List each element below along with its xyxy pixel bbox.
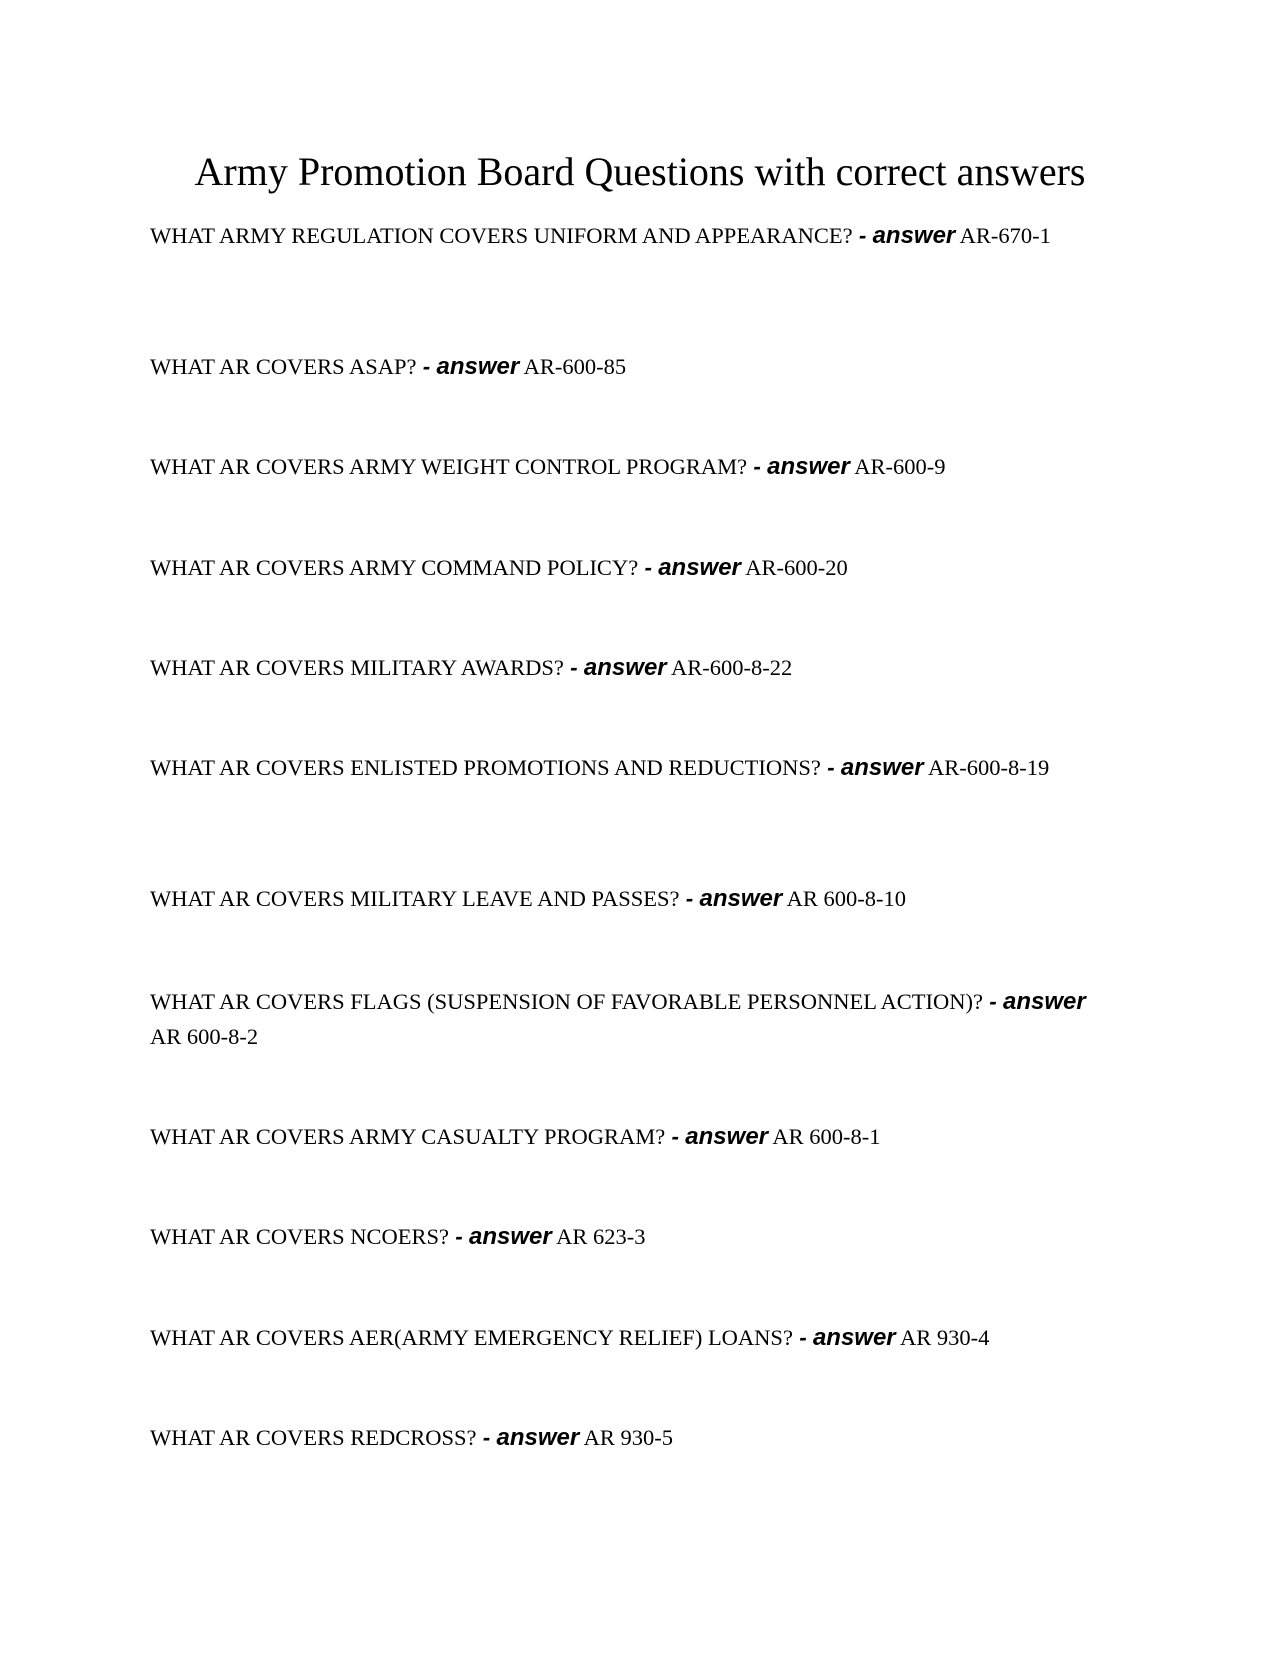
answer-text: AR 623-3 bbox=[556, 1224, 646, 1249]
question-text: WHAT AR COVERS MILITARY LEAVE AND PASSES? bbox=[150, 886, 680, 911]
question-text: WHAT AR COVERS REDCROSS? bbox=[150, 1425, 477, 1450]
answer-text: AR 600-8-2 bbox=[150, 1024, 259, 1049]
answer-text: AR 600-8-10 bbox=[786, 886, 907, 911]
qa-item bbox=[150, 351, 1112, 383]
answer-text: AR-600-85 bbox=[523, 354, 627, 379]
qa-item bbox=[150, 883, 1112, 915]
answer-separator: - bbox=[563, 655, 584, 680]
answer-separator: - bbox=[416, 354, 437, 379]
answer-label: answer bbox=[767, 453, 850, 480]
answer-text: AR 930-4 bbox=[900, 1325, 990, 1350]
answer-label: answer bbox=[658, 554, 741, 581]
answer-text: AR-670-1 bbox=[959, 223, 1051, 248]
question-text: WHAT AR COVERS MILITARY AWARDS? bbox=[150, 655, 564, 680]
qa-item bbox=[150, 1221, 1112, 1253]
qa-item bbox=[150, 1322, 1112, 1354]
answer-text: AR-600-9 bbox=[854, 454, 946, 479]
answer-label: answer bbox=[840, 754, 924, 781]
answer-text: AR-600-8-22 bbox=[671, 655, 793, 680]
answer-separator: - bbox=[820, 755, 841, 780]
qa-item bbox=[150, 451, 1112, 483]
answer-text: AR-600-20 bbox=[745, 555, 848, 580]
answer-label: answer bbox=[496, 1424, 580, 1451]
document-title: Army Promotion Board Questions with correct answers bbox=[194, 149, 1086, 194]
answer-label: answer bbox=[1003, 988, 1086, 1015]
question-text: WHAT AR COVERS ENLISTED PROMOTIONS AND REDUCTIONS? bbox=[150, 755, 821, 780]
answer-label: answer bbox=[436, 353, 520, 380]
question-text: WHAT AR COVERS ARMY WEIGHT CONTROL PROGRAM? bbox=[150, 454, 748, 479]
answer-text: AR 930-5 bbox=[583, 1425, 673, 1450]
answer-separator: - bbox=[983, 989, 1004, 1014]
answer-label: answer bbox=[699, 885, 783, 912]
qa-item bbox=[150, 652, 1112, 684]
qa-item bbox=[150, 1422, 1112, 1454]
answer-label: answer bbox=[685, 1123, 769, 1150]
answer-label: answer bbox=[812, 1324, 896, 1351]
question-text: WHAT AR COVERS NCOERS? bbox=[150, 1224, 449, 1249]
answer-text: AR 600-8-1 bbox=[772, 1124, 881, 1149]
question-text: WHAT AR COVERS ARMY COMMAND POLICY? bbox=[150, 555, 639, 580]
question-text: WHAT ARMY REGULATION COVERS UNIFORM AND APPEARANCE? bbox=[150, 223, 853, 248]
answer-separator: - bbox=[665, 1124, 686, 1149]
answer-separator: - bbox=[476, 1425, 497, 1450]
answer-separator: - bbox=[679, 886, 700, 911]
qa-item bbox=[150, 220, 1112, 252]
question-text: WHAT AR COVERS ASAP? bbox=[150, 354, 417, 379]
question-text: WHAT AR COVERS FLAGS (SUSPENSION OF FAVORABLE PERSONNEL ACTION)? bbox=[150, 989, 984, 1014]
question-text: WHAT AR COVERS AER(ARMY EMERGENCY RELIEF) LOANS? bbox=[150, 1325, 793, 1350]
answer-label: answer bbox=[872, 222, 956, 249]
answer-separator: - bbox=[638, 555, 659, 580]
answer-separator: - bbox=[852, 223, 873, 248]
qa-item bbox=[150, 752, 1112, 784]
qa-item bbox=[150, 984, 1112, 1054]
question-text: WHAT AR COVERS ARMY CASUALTY PROGRAM? bbox=[150, 1124, 666, 1149]
answer-label: answer bbox=[469, 1223, 552, 1250]
qa-item bbox=[150, 552, 1112, 584]
answer-text: AR-600-8-19 bbox=[927, 755, 1050, 780]
answer-separator: - bbox=[449, 1224, 469, 1249]
answer-label: answer bbox=[583, 654, 667, 681]
qa-item bbox=[150, 1121, 1112, 1153]
answer-separator: - bbox=[747, 454, 768, 479]
answer-separator: - bbox=[792, 1325, 813, 1350]
